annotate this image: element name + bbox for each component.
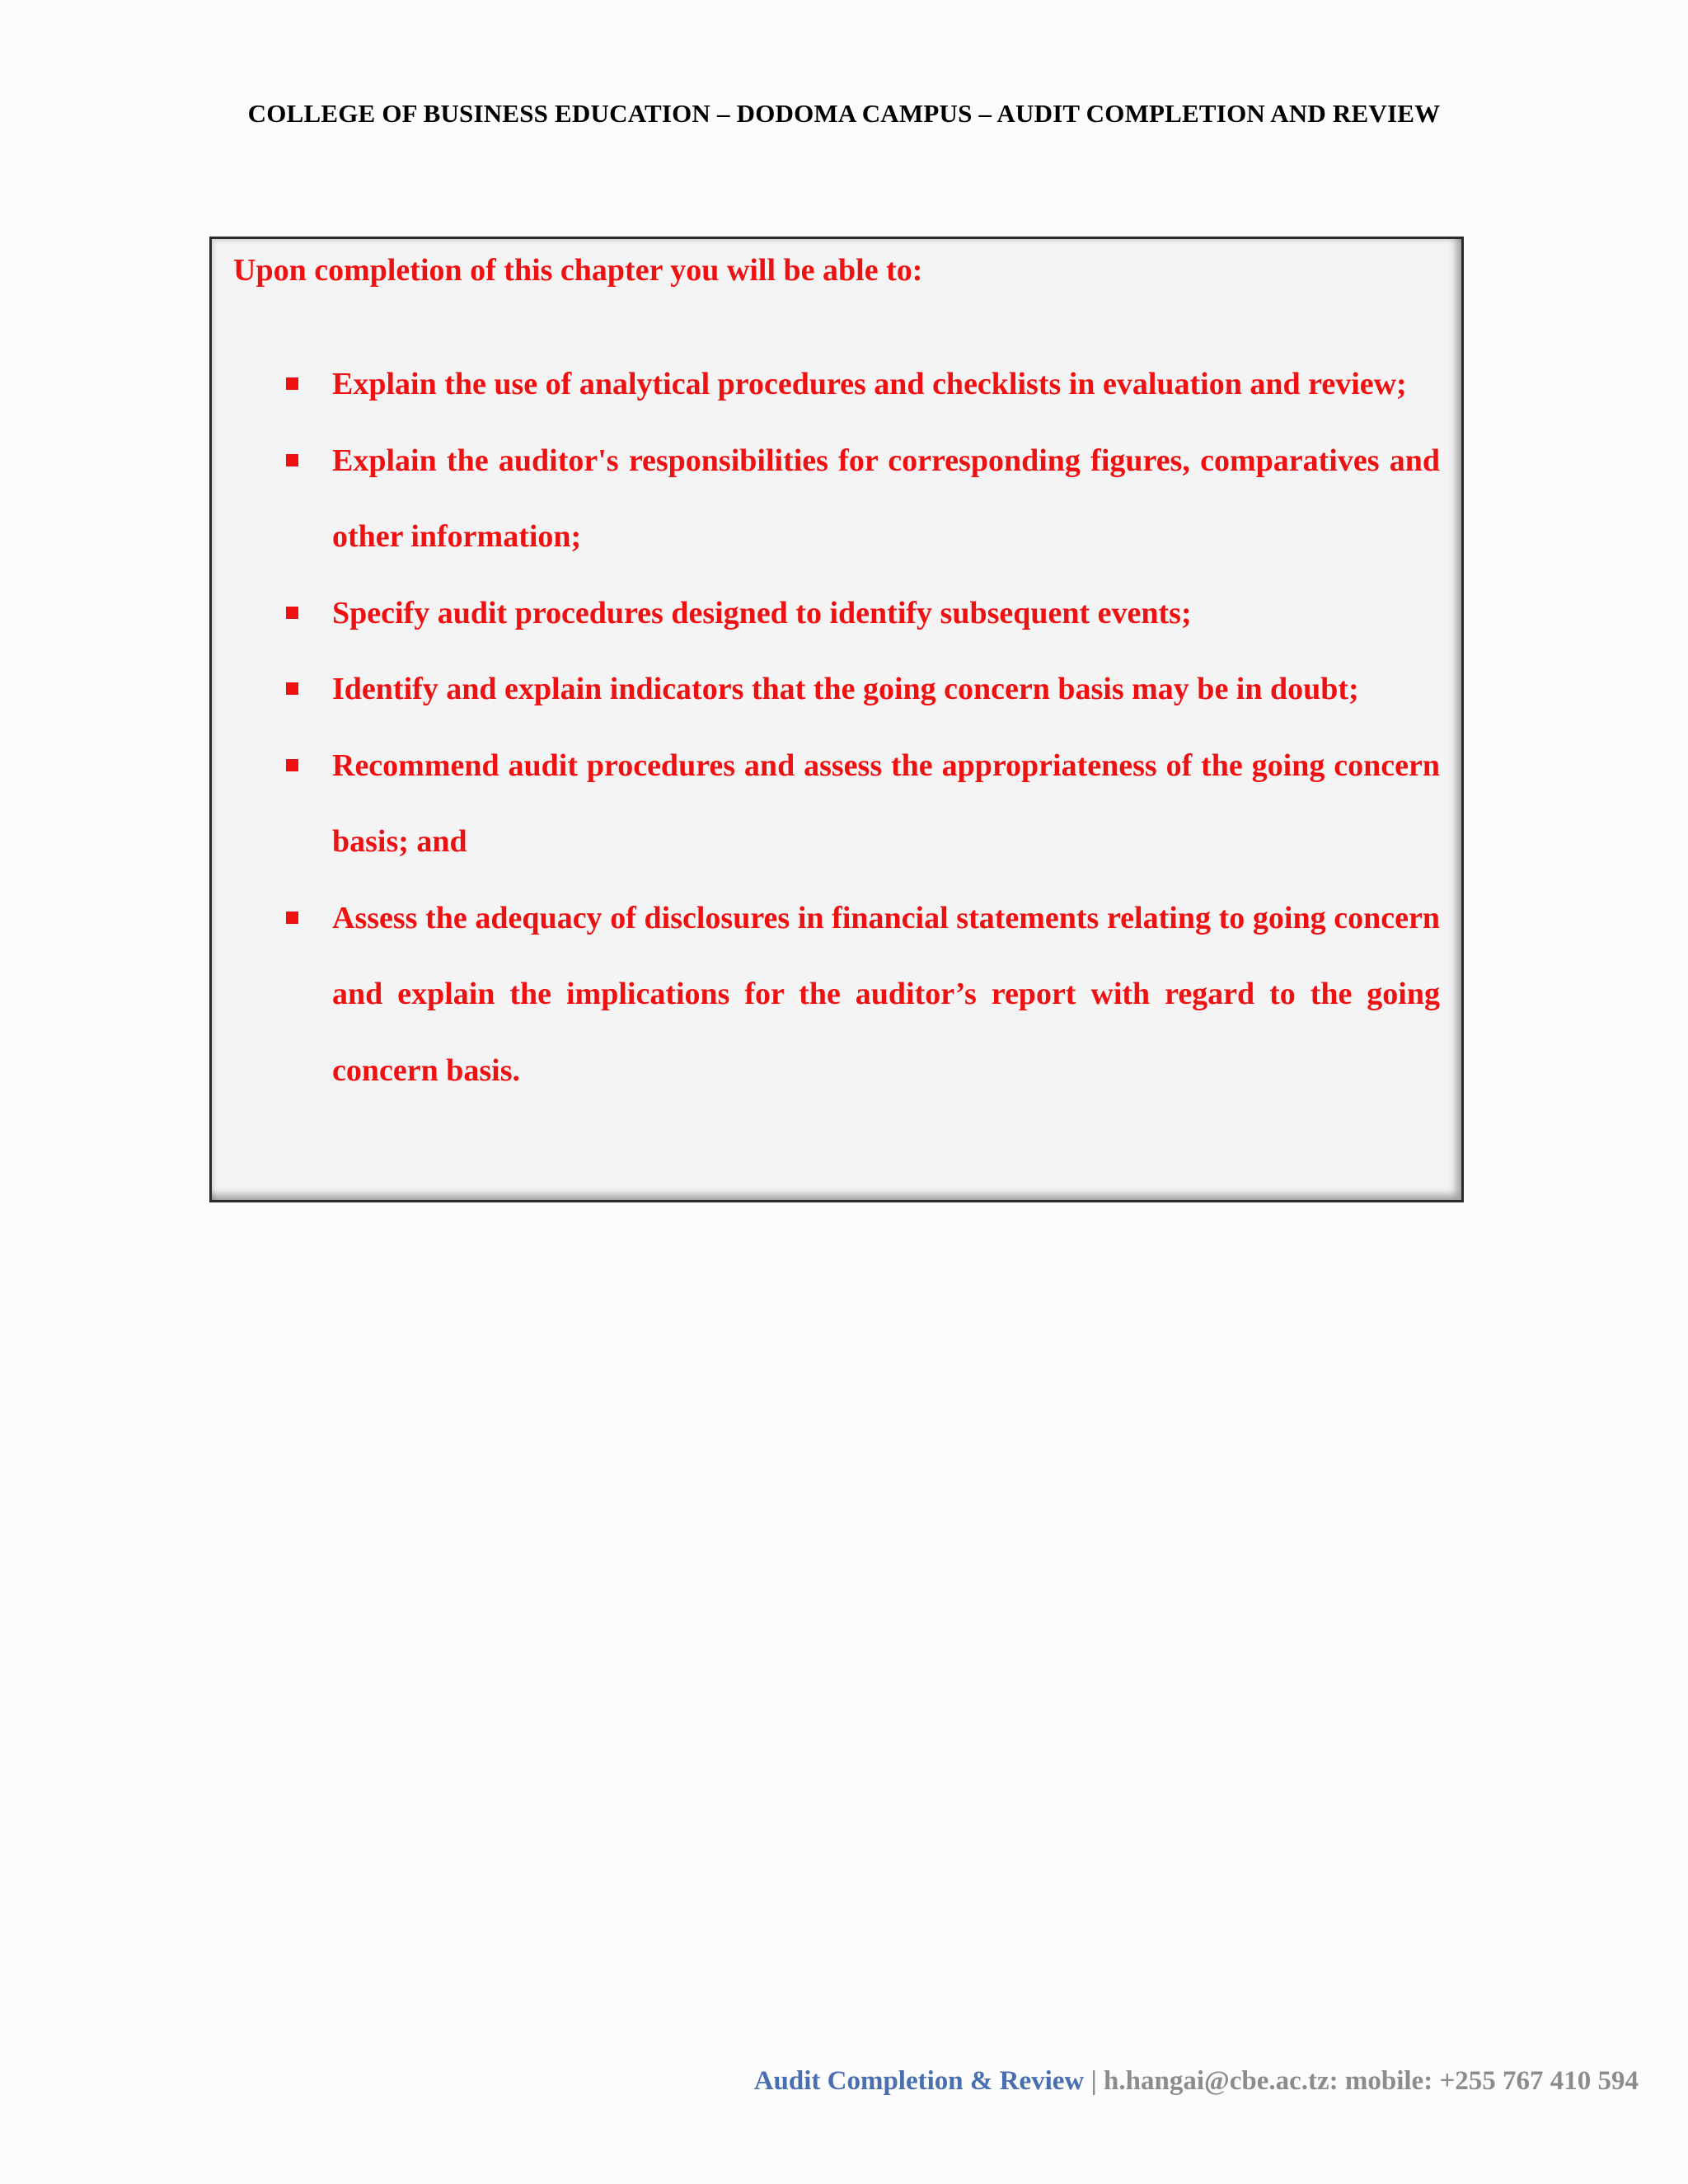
objective-item [212, 423, 1461, 575]
objective-text: Assess the adequacy of disclosures in financial statements relating to going concern and explain the implications for the auditor’s report with regard to the going concern basis. [332, 900, 1440, 1088]
square-bullet-icon [286, 607, 298, 619]
objective-item [212, 728, 1461, 880]
footer-separator: | [1090, 2066, 1097, 2096]
objective-text: Explain the auditor's responsibilities for corresponding figures, comparatives and other information; [332, 443, 1440, 554]
objective-text: Identify and explain indicators that the going concern basis may be in doubt; [332, 672, 1359, 706]
square-bullet-icon [286, 454, 298, 466]
page-header: COLLEGE OF BUSINESS EDUCATION – DODOMA CAMPUS – AUDIT COMPLETION AND REVIEW [247, 99, 1441, 128]
square-bullet-icon [286, 759, 298, 771]
objective-item [212, 346, 1461, 423]
objective-item [212, 575, 1461, 652]
objectives-intro: Upon completion of this chapter you will be able to: [233, 253, 923, 288]
objective-item [212, 651, 1461, 728]
objective-text: Explain the use of analytical procedures and checklists in evaluation and review; [332, 367, 1407, 401]
objective-item [212, 880, 1461, 1109]
learning-objectives-box [209, 237, 1464, 1202]
objective-text: Specify audit procedures designed to identify subsequent events; [332, 595, 1192, 630]
page-footer [754, 2066, 1639, 2097]
footer-contact: h.hangai@cbe.ac.tz: mobile: +255 767 410 594 [1104, 2066, 1639, 2096]
square-bullet-icon [286, 377, 298, 390]
objective-text: Recommend audit procedures and assess the appropriateness of the going concern basis; and [332, 748, 1440, 859]
square-bullet-icon [286, 682, 298, 695]
objectives-list [212, 346, 1461, 1108]
square-bullet-icon [286, 912, 298, 924]
footer-title: Audit Completion & Review [753, 2066, 1085, 2096]
